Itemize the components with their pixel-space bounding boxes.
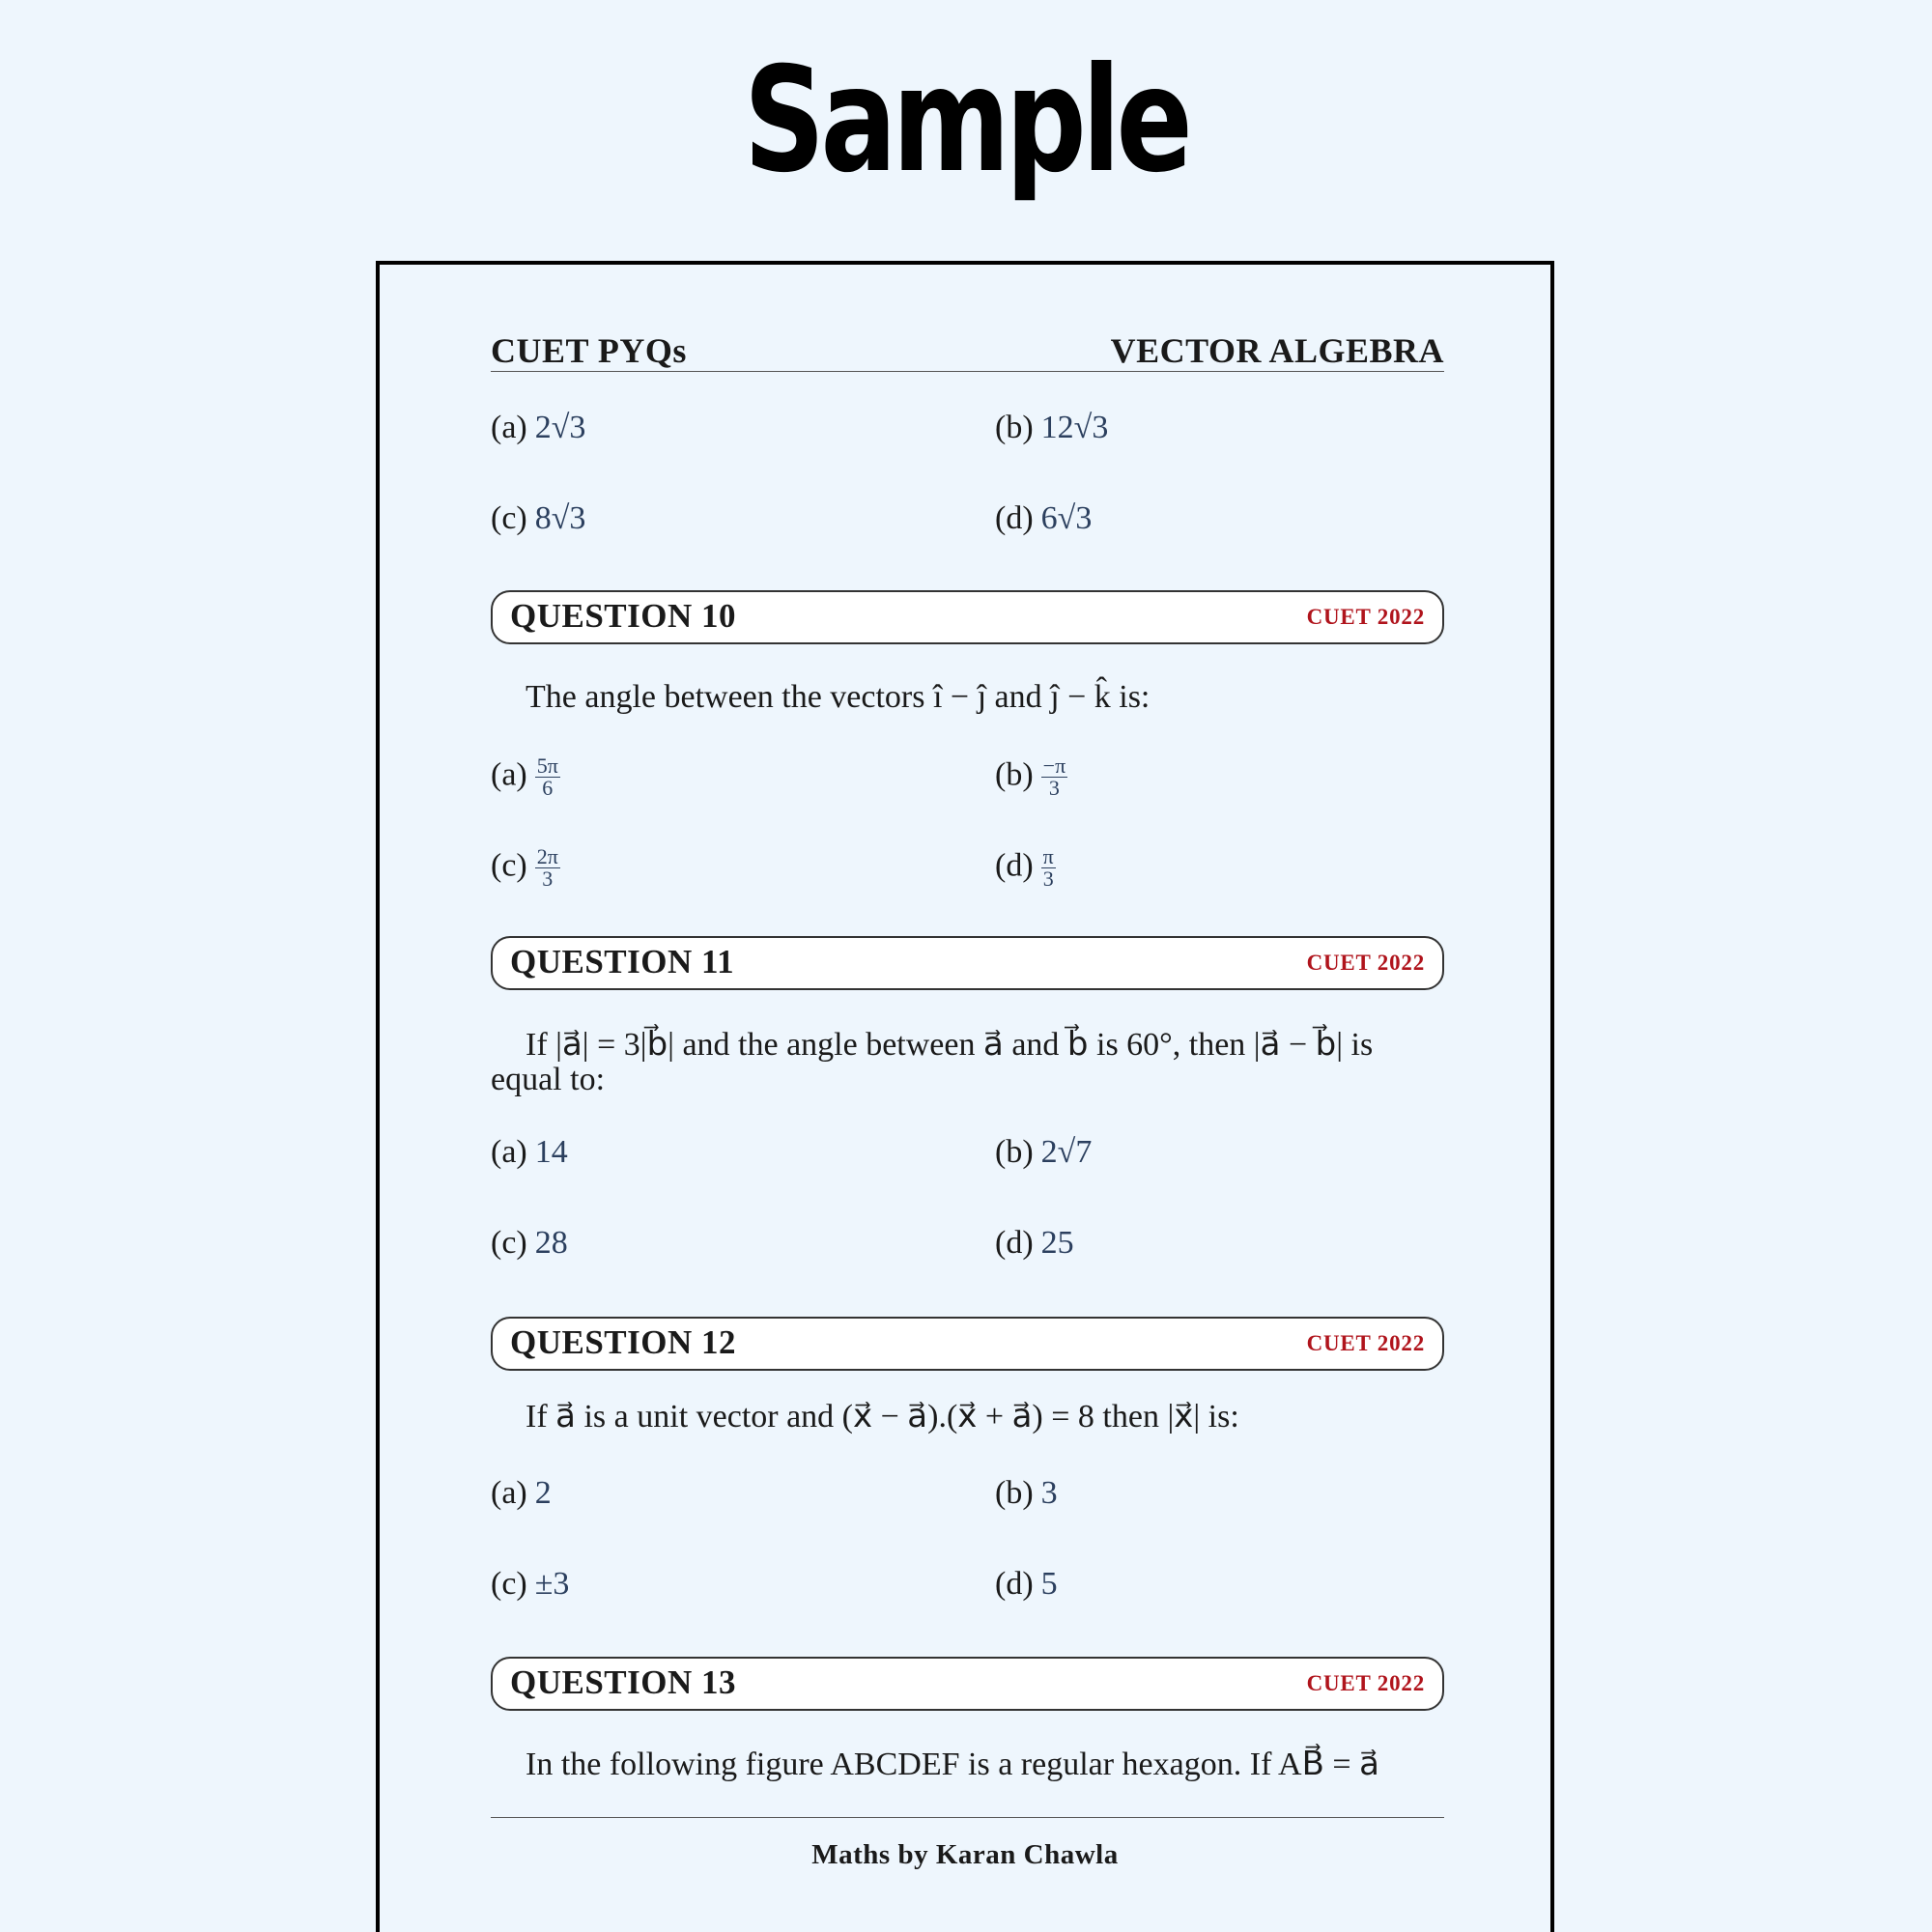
- option-b: (b) 12√3: [995, 410, 1109, 445]
- header-left-title: CUET PYQs: [491, 331, 687, 370]
- document-page: [376, 261, 1554, 1932]
- option-a: (a) 2√3: [491, 410, 586, 445]
- option-c: (c) ±3: [491, 1566, 570, 1602]
- option-b: (b) 3: [995, 1475, 1058, 1511]
- question-11-text: If |a⃗| = 3|b⃗| and the angle between a⃗ and b⃗ is 60°, then |a⃗ − b⃗| is equal to:: [491, 1027, 1374, 1097]
- option-d: (d) 6√3: [995, 500, 1093, 536]
- header-right-title: VECTOR ALGEBRA: [1110, 331, 1444, 370]
- question-10-text: The angle between the vectors î − ĵ and ĵ − k̂ is:: [526, 679, 1151, 715]
- option-c: (c) 28: [491, 1225, 568, 1261]
- option-a: (a) $\frac{5\pi}{6}$: [491, 753, 558, 800]
- question-12-text: If a⃗ is a unit vector and (x⃗ − a⃗).(x⃗ + a⃗) = 8 then |x⃗| is:: [526, 1399, 1239, 1435]
- page-header: [491, 332, 1444, 372]
- option-d: (d) 25: [995, 1225, 1074, 1261]
- option-c: (c) 8√3: [491, 500, 586, 536]
- option-c: (c) $\frac{2\pi}{3}$: [491, 844, 558, 891]
- question-12-header: [491, 1317, 1444, 1371]
- option-b: (b) 2√7: [995, 1134, 1093, 1170]
- question-year-badge: CUET 2022: [1306, 951, 1425, 975]
- option-b: (b) $\frac{-\pi}{3}$: [995, 753, 1066, 800]
- question-11-header: [491, 936, 1444, 990]
- question-10-header: [491, 590, 1444, 644]
- option-d: (d) $\frac{\pi}{3}$: [995, 844, 1054, 891]
- question-year-badge: CUET 2022: [1306, 1331, 1425, 1355]
- question-title: QUESTION 10: [510, 597, 737, 635]
- question-13-header: [491, 1657, 1444, 1711]
- question-title: QUESTION 12: [510, 1323, 737, 1361]
- option-a: (a) 14: [491, 1134, 568, 1170]
- option-a: (a) 2: [491, 1475, 552, 1511]
- question-13-text: In the following figure ABCDEF is a regular hexagon. If AB⃗ = a⃗: [526, 1747, 1379, 1782]
- footer-divider: [491, 1817, 1444, 1818]
- sample-banner: Sample: [743, 37, 1189, 205]
- question-year-badge: CUET 2022: [1306, 1671, 1425, 1695]
- question-title: QUESTION 11: [510, 943, 735, 980]
- option-d: (d) 5: [995, 1566, 1058, 1602]
- page-footer: Maths by Karan Chawla: [811, 1839, 1119, 1870]
- question-year-badge: CUET 2022: [1306, 605, 1425, 629]
- question-title: QUESTION 13: [510, 1663, 737, 1701]
